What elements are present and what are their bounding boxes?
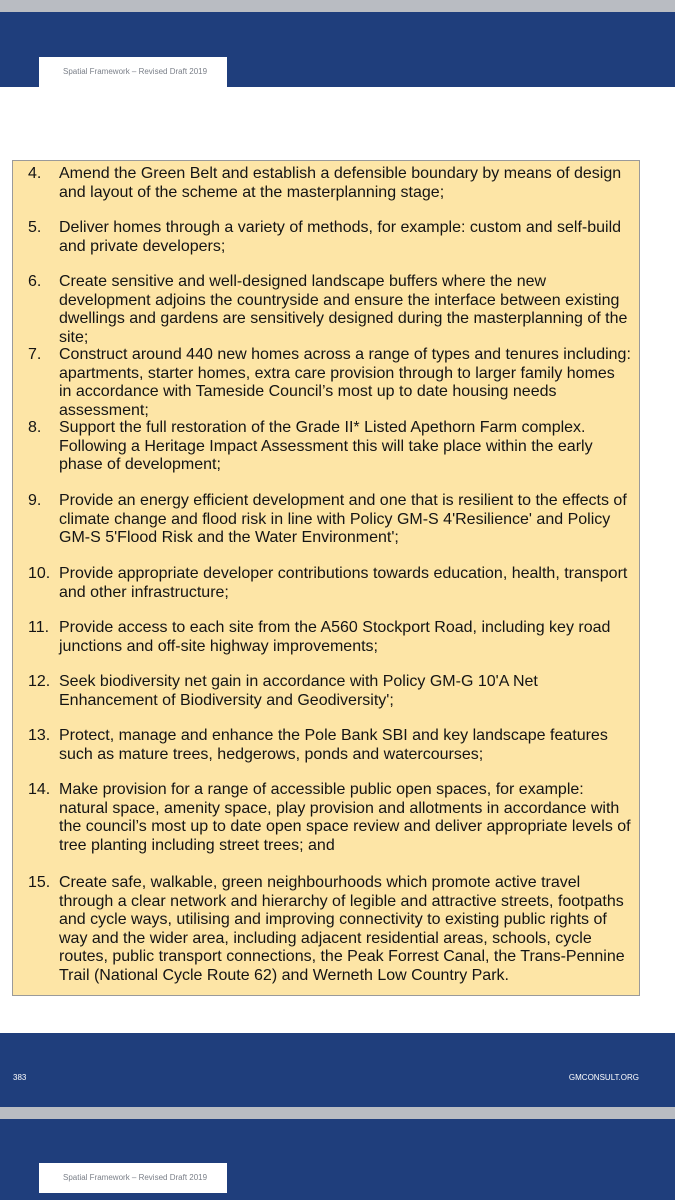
item-number: 9. [28,492,42,509]
item-text: Amend the Green Belt and establish a defensible boundary by means of design and layout of the scheme at the masterplanning stage; [59,165,622,201]
header-running-title: Spatial Framework – Revised Draft 2019 [39,57,227,87]
footer-grey-strip [0,1107,675,1119]
item-number: 5. [28,219,42,236]
item-number: 13. [28,727,51,744]
item-number: 15. [28,874,51,891]
item-number: 10. [28,565,51,582]
footer-website: GMCONSULT.ORG [568,1073,639,1082]
item-text: Deliver homes through a variety of methods, for example: custom and self-build and private developers; [59,219,622,255]
item-text: Provide appropriate developer contributions towards education, health, transport and other infrastructure; [59,565,628,601]
item-number: 14. [28,781,51,798]
item-text: Create sensitive and well-designed landscape buffers where the new development adjoins the countryside and ensure the interface between existing dwellings and gardens are sensitively designed during the masterplanning of the site; [59,273,628,346]
item-number: 7. [28,346,42,363]
item-number: 6. [28,273,42,290]
item-number: 11. [28,619,50,636]
item-text: Create safe, walkable, green neighbourhoods which promote active travel through a clear network and hierarchy of legible and attractive streets, footpaths and cycle ways, utilising and improving connectivity to existing public rights of way and the wider area, including adjacent residential areas, schools, cycle routes, public transport connections, the Peak Forrest Canal, the Trans-Pennine Trail (National Cycle Route 62) and Werneth Low Country Park. [59,874,625,984]
item-text: Support the full restoration of the Grade II* Listed Apethorn Farm complex. Following a Heritage Impact Assessment this will take place within the early phase of development; [59,419,593,473]
item-number: 12. [28,673,51,690]
item-text: Construct around 440 new homes across a range of types and tenures including: apartments, starter homes, extra care provision through to larger family homes in accordance with Tameside Council’s most up to date housing needs assessment; [59,346,631,419]
item-text: Provide an energy efficient development and one that is resilient to the effects of climate change and flood risk in line with Policy GM-S 4'Resilience' and Policy GM-S 5'Flood Risk and the Water Environment'; [59,492,627,546]
item-number: 8. [28,419,42,436]
item-text: Make provision for a range of accessible public open spaces, for example: natural space, amenity space, play provision and allotments in accordance with the council’s most up to date open space review and deliver appropriate levels of tree planting including street trees; and [59,781,631,854]
footer-band [0,1033,675,1107]
item-number: 4. [28,165,42,182]
page-number: 383 [13,1073,27,1082]
item-text: Protect, manage and enhance the Pole Bank SBI and key landscape features such as mature trees, hedgerows, ponds and watercourses; [59,727,608,763]
top-grey-strip [0,0,675,12]
item-text: Provide access to each site from the A560 Stockport Road, including key road junctions and off-site highway improvements; [59,619,611,655]
next-page-running-title: Spatial Framework – Revised Draft 2019 [39,1163,227,1193]
policy-box [12,160,640,996]
item-text: Seek biodiversity net gain in accordance with Policy GM-G 10'A Net Enhancement of Biodiversity and Geodiversity'; [59,673,538,709]
